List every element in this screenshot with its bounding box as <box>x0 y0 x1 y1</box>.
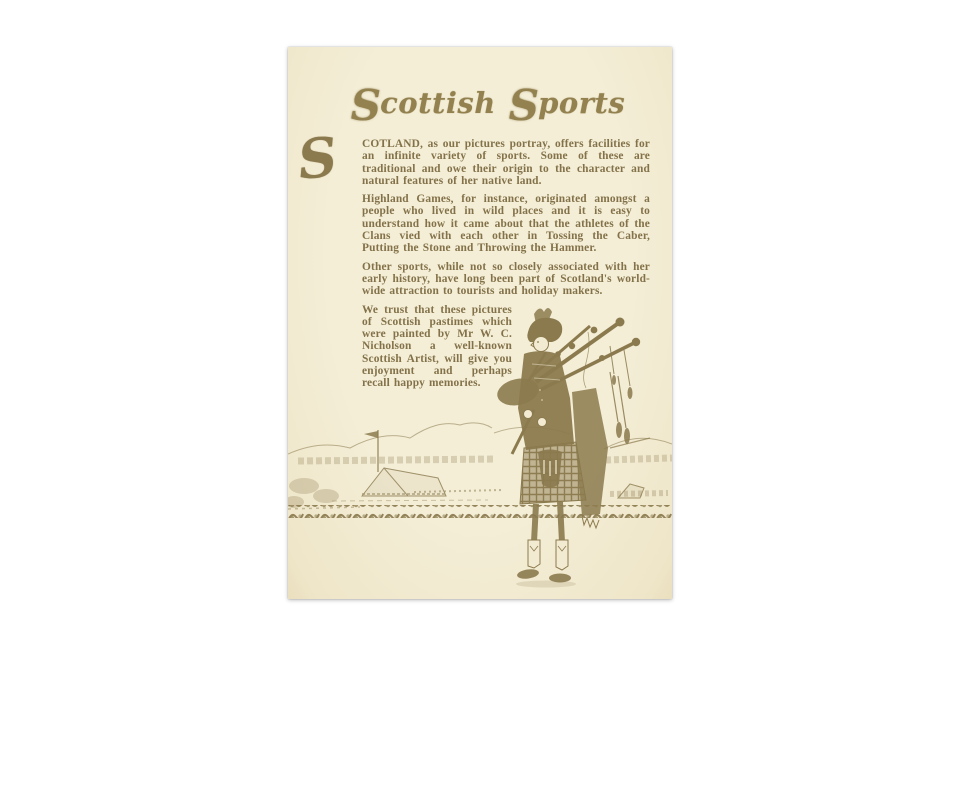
bagpiper-illustration <box>495 308 640 588</box>
paragraph-highland-games: Highland Games, for instance, originated amongst a people who lived in wild places and it is easy to understand how it came about that the athletes of the Clans vied with each other in Tossing the Caber, Putting the Stone and Throwing the Hammer. <box>362 193 650 255</box>
hills-left <box>288 423 492 454</box>
swash-dropcap-s: S <box>294 124 341 192</box>
page-title <box>296 81 680 128</box>
ornate-initial-s: S <box>508 81 539 130</box>
field-line <box>332 500 488 501</box>
marquee-tent-icon <box>362 468 446 496</box>
paragraph-scotland <box>294 124 650 192</box>
title-word-sports <box>508 81 626 130</box>
piper-and-landscape-illustration <box>288 302 672 599</box>
ornate-initial-s: S <box>350 81 381 130</box>
scroll-border <box>288 505 672 518</box>
title-word-rest: cottish <box>380 86 496 120</box>
landscape-illustration <box>288 423 672 509</box>
ground-shadow <box>516 581 576 588</box>
bushes <box>288 478 339 508</box>
paragraph-text: COTLAND, as our pictures portray, offers facilities for an infinite variety of sports. Some of these are traditional and owe their origin to the character and natural features of her native land. <box>362 138 650 187</box>
ghillie-brogue <box>516 568 539 580</box>
document-page <box>288 47 672 599</box>
flag-icon <box>364 430 378 472</box>
piper-jacket <box>518 351 574 450</box>
piper-hand <box>538 418 547 427</box>
small-tent-icon <box>618 484 644 498</box>
tree-line-right <box>606 458 672 460</box>
drone-cord-tassels <box>610 346 633 444</box>
title-word-rest: ports <box>538 86 626 120</box>
piper-hand <box>524 410 533 419</box>
paragraph-other-sports: Other sports, while not so closely associated with her early history, have long been part of Scotland's world-wide attraction to tourists and holiday makers. <box>362 260 650 298</box>
paragraph-we-trust: We trust that these pictures of Scottish pastimes which were painted by Mr W. C. Nicholson a well-known Scottish Artist, will give you enjoyment and perhaps recall happy memories. <box>362 303 512 390</box>
tree-line-left <box>298 459 496 461</box>
title-word-scottish <box>350 81 496 130</box>
